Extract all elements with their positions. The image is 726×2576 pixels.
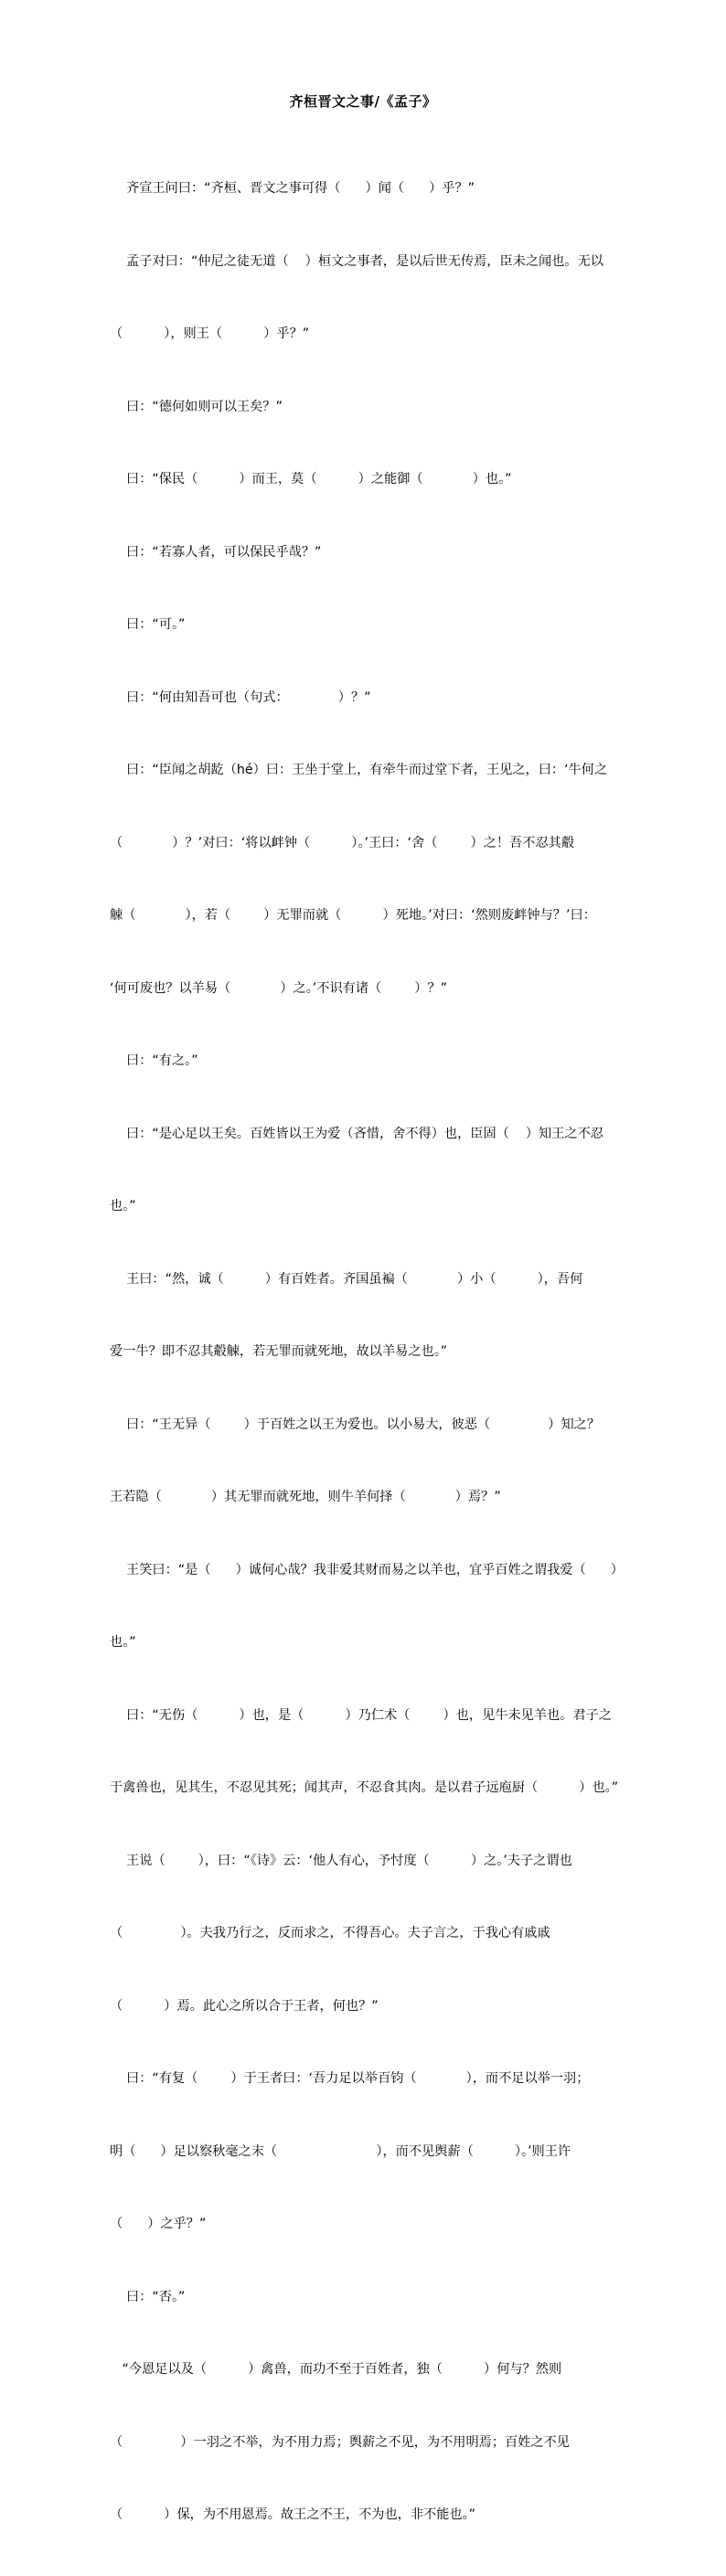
text-line: 曰：“何由知吾可也（句式： ）？”: [110, 689, 371, 705]
text-line: 王曰：“然，诚（ ）有百姓者。齐国虽褊（ ）小（ ），吾何: [110, 1271, 583, 1287]
text-line: 齐宣王问曰：“齐桓、晋文之事可得（ ）闻（ ）乎？”: [110, 181, 475, 196]
text-line: 觫（ ），若（ ）无罪而就（ ）死地。’对曰：‘然则废衅钟与？’曰：: [110, 908, 596, 923]
text-line: “今恩足以及（ ）禽兽，而功不至于百姓者，独（ ）何与？然则: [110, 2362, 562, 2377]
text-line: （ ）保，为不用恩焉。故王之不王，不为也，非不能也。”: [110, 2507, 476, 2522]
text-line: （ ）？’对曰：‘将以衅钟（ ）。’王曰：‘舍（ ）之！吾不忍其觳: [110, 835, 575, 850]
text-line: 曰：“保民（ ）而王，莫（ ）之能御（ ）也。”: [110, 472, 512, 486]
text-line: （ ），则王（ ）乎？”: [110, 326, 310, 341]
text-line: 爱一牛？即不忍其觳觫，若无罪而就死地，故以羊易之也。”: [110, 1344, 448, 1359]
text-line: 曰：“有复（ ）于王者曰：‘吾力足以举百钧（ ），而不足以举一羽；: [110, 2071, 590, 2086]
text-line: 曰：“可。”: [110, 617, 186, 632]
text-line: （ ）一羽之不举，为不用力焉；舆薪之不见，为不用明焉；百姓之不见: [110, 2434, 570, 2450]
text-line: 曰：“否。”: [110, 2289, 186, 2304]
text-line: 王说（ ），曰：“《诗》云：‘他人有心，予忖度（ ）之。’夫子之谓也: [110, 1853, 572, 1868]
text-line: 孟子对曰：“仲尼之徒无道（ ）桓文之事者，是以后世无传焉，臣未之闻也。无以: [110, 253, 603, 269]
text-line: 王笑曰：“是（ ）诚何心哉？我非爱其财而易之以羊也，宜乎百姓之谓我爱（ ）: [110, 1562, 624, 1577]
text-line: 曰：“若寡人者，可以保民乎哉？”: [110, 544, 322, 560]
text-line: 于禽兽也，见其生，不忍见其死；闻其声，不忍食其肉。是以君子远庖厨（ ）也。”: [110, 1780, 619, 1795]
text-line: ‘何可废也？以羊易（ ）之。’不识有诸（ ）？”: [110, 980, 448, 996]
text-line: 曰：“有之。”: [110, 1053, 198, 1068]
text-line: 也。”: [110, 1635, 136, 1650]
text-line: （ ）。夫我乃行之，反而求之，不得吾心。夫子言之，于我心有戚戚: [110, 1926, 550, 1940]
text-line: （ ）之乎？”: [110, 2217, 207, 2231]
text-line: 曰：“无伤（ ）也，是（ ）乃仁术（ ）也，见牛未见羊也。君子之: [110, 1707, 612, 1723]
text-line: 曰：“是心足以王矣。百姓皆以王为爱（吝惜，舍不得）也，臣固（ ）知王之不忍: [110, 1126, 603, 1141]
text-line: 王若隐（ ）其无罪而就死地，则牛羊何择（ ）焉？”: [110, 1490, 501, 1504]
text-line: 曰：“臣闻之胡龁（hé）曰：王坐于堂上，有牵牛而过堂下者，王见之，曰：‘牛何之: [110, 763, 608, 777]
text-line: 明（ ）足以察秋毫之末（ ），而不见舆薪（ ）。’则王许: [110, 2143, 571, 2159]
text-line: 也。”: [110, 1199, 136, 1213]
text-line: （ ）焉。此心之所以合于王者，何也？”: [110, 1998, 379, 2014]
text-line: 曰：“德何如则可以王矣？”: [110, 399, 283, 414]
document-title: 齐桓晋文之事/《孟子》: [289, 93, 437, 110]
text-line: 曰：“王无异（ ）于百姓之以王为爱也。以小易大，彼恶（ ）知之？: [110, 1416, 601, 1432]
document-body: [110, 128, 626, 2576]
